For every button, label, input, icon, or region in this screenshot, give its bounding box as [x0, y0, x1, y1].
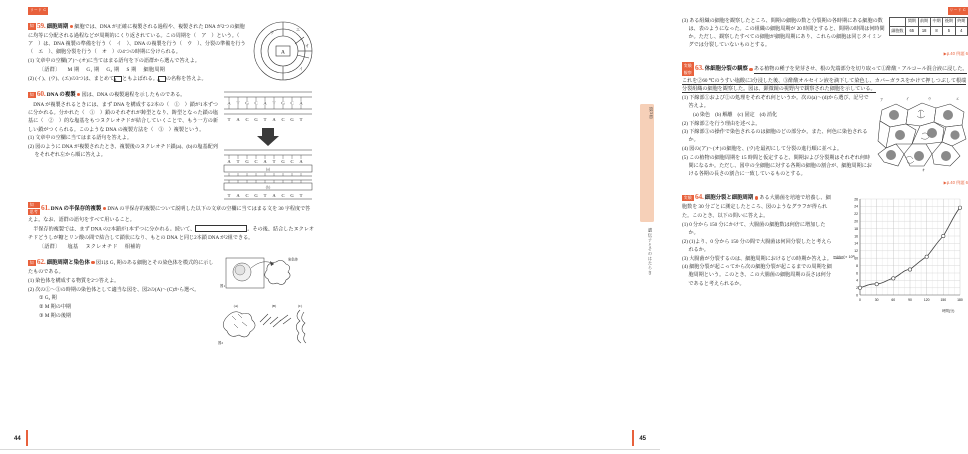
- q60-title: DNA の複製: [46, 91, 76, 98]
- bullet-dot-icon: [91, 261, 94, 264]
- level-badge-row: [28, 6, 314, 15]
- svg-text:オ: オ: [305, 42, 309, 48]
- svg-text:150: 150: [940, 298, 947, 303]
- q62-item-2: ③ M 期の後期: [39, 312, 72, 319]
- svg-text:90: 90: [908, 298, 912, 303]
- q63-sub-1: (1) 下線部①および②の処理をそれぞれ何というか。次の(a)～(d)から選び、記号で答えよ。: [682, 95, 869, 110]
- q63-choice-3: (d) 消化: [759, 111, 778, 118]
- svg-text:ウ: ウ: [270, 29, 274, 35]
- q64-sub-3: (3) 大腸菌が分裂するのは、細胞周期におけるどの時期か答えよ。: [682, 255, 832, 262]
- q60-sub-1: (1) 文章中の空欄に当てはまる語句を答えよ。: [28, 135, 132, 142]
- q59-wordbank-4: 細胞周期: [143, 66, 166, 73]
- q59-reference[interactable]: ▶p.40 例題 6: [943, 50, 968, 56]
- svg-text:16: 16: [854, 234, 858, 239]
- cell-cycle-ring-diagram: [252, 20, 314, 82]
- table-header-5: 終期: [955, 17, 967, 26]
- q62-item-0: ① G₂ 期: [39, 295, 57, 302]
- q64-title: 細胞分裂と細胞周期: [704, 195, 754, 202]
- svg-text:C: C: [290, 158, 294, 164]
- q62-body: 図1は G₁ 期のある細胞とその染色体を模式的に示したものである。: [28, 259, 214, 275]
- svg-text:エ: エ: [956, 97, 960, 102]
- q62-number: 62.: [36, 256, 46, 266]
- svg-text:細胞数(×10⁶): 細胞数(×10⁶): [832, 255, 856, 260]
- svg-text:12: 12: [854, 249, 858, 254]
- q61-title: DNA の半保存的複製: [50, 205, 102, 212]
- question-59: [28, 20, 314, 83]
- svg-text:180: 180: [957, 298, 963, 303]
- table-header-2: 前期: [918, 17, 930, 26]
- q63-title: 体細胞分裂の観察: [704, 66, 748, 73]
- q63-sub-3: (3) 下線部③の操作で染色されるのは細胞のどの部分か。また、何色に染色されるか。: [682, 129, 868, 144]
- svg-text:イ: イ: [906, 97, 910, 102]
- q64-number: 64.: [694, 192, 704, 202]
- q61-wordbank: [28, 243, 314, 251]
- svg-text:T: T: [299, 116, 303, 122]
- q60-body-1: 図は、DNA の複製過程を示したものである。: [81, 91, 186, 98]
- table-cell-1: 18: [918, 26, 930, 35]
- q63-tag-chip-2: 観察: [683, 69, 692, 75]
- root-tip-cells-diagram: [876, 94, 968, 172]
- page-number-left: 44: [14, 436, 21, 442]
- q61-body: DNA の半保存的複製について説明した以下の文章の空欄に当てはまる文を 30 字程度で答えよ。なお、語群の語句をすべて用いること。: [28, 205, 311, 224]
- bacteria-growth-chart: [832, 191, 968, 319]
- svg-text:2: 2: [856, 286, 858, 291]
- svg-text:T: T: [236, 158, 240, 164]
- svg-text:4: 4: [856, 279, 858, 284]
- svg-text:(A): (A): [233, 303, 239, 308]
- svg-text:G: G: [245, 100, 249, 106]
- dna-replication-diagram: [222, 88, 314, 200]
- q63-tag-chip: 実験: [683, 62, 692, 68]
- q59-wordbank-label: 〔語群〕: [39, 66, 61, 73]
- svg-text:C: C: [254, 100, 258, 106]
- left-page: [0, 0, 330, 454]
- q63-choice-1: (b) 解離: [715, 111, 733, 118]
- q63-sub-2: (2) 下線部②を行う理由を述べよ。: [682, 120, 761, 127]
- q59-title: 細胞周期: [46, 23, 69, 30]
- q59-body: 細胞では、DNA が正確に複製される過程や、複製された DNA が2つの細胞に均等に分配される過程などが周期的にくり返されている。この周期を（ ア ）という。（ ア ）は、DNA 複製の準備を行う（ イ ）、DNA の複製を行う（ ウ ）、分裂の準備を行う（ エ ）、細胞分裂を行う（ オ ）の4つの時期に分けられる。: [28, 23, 246, 56]
- svg-text:イ: イ: [299, 65, 303, 71]
- svg-text:A: A: [236, 192, 240, 198]
- level-badge-row-right: [682, 6, 968, 15]
- q59-wordbank-0: M 期: [67, 66, 80, 73]
- left-column: [28, 6, 314, 414]
- q63-choice-2: (c) 固定: [737, 111, 755, 118]
- svg-text:A: A: [227, 158, 231, 164]
- bottom-rule-right: [330, 449, 660, 450]
- q60-tag-chip: 知: [29, 91, 34, 97]
- svg-text:A: A: [299, 100, 303, 106]
- svg-text:T: T: [299, 192, 303, 198]
- table-cell-2: 8: [930, 26, 942, 35]
- svg-text:(B): (B): [271, 303, 277, 308]
- q64-sub-2: (2) (1)より、0 分から 150 分の間で大腸菌は何回分裂したと考えられるか。: [682, 238, 832, 253]
- svg-text:T: T: [227, 116, 231, 122]
- q64-sub-4: (4) 細胞分裂が起こってから次の細胞分裂が起こるまでの周期を細胞周期という。このとき、この大腸菌の細胞周期の長さは何分であると考えられるか。: [682, 264, 832, 287]
- right-column: [682, 6, 968, 414]
- question-64: [682, 191, 968, 314]
- page-number-rule-left: [26, 430, 28, 446]
- svg-text:C: C: [290, 100, 294, 106]
- table-cell-3: 5: [943, 26, 955, 35]
- bullet-dot-icon: [70, 25, 73, 28]
- svg-text:G: G: [245, 158, 249, 164]
- q61-tag-chip-2: 思考: [29, 209, 38, 215]
- q63-tag-chips: [682, 62, 694, 76]
- question-60: [28, 88, 314, 198]
- q63-body: ある植物の種子を発芽させ、根の先端部分を切り取って①酢酸・アルコール混合液に浸した。これを②60 ℃のうすい塩酸に3分浸した後、③酢酸オルセイン液を滴下して染色し、カバーガラスをかけて押しつぶして根端分裂組織の細胞を観察した。図は、顕微鏡の視野内で観察された細胞を示している。: [682, 66, 968, 92]
- svg-text:A: A: [227, 100, 231, 106]
- question-62: [28, 256, 314, 345]
- svg-text:22: 22: [854, 212, 858, 217]
- svg-text:T: T: [236, 100, 240, 106]
- q61-wordbank-0: 塩基: [67, 243, 79, 250]
- question-61-header: [28, 202, 314, 224]
- chromosome-figures-group: [218, 256, 314, 348]
- chapter-side-tab-label: 第3章: [649, 107, 654, 120]
- svg-text:図1: 図1: [220, 283, 226, 288]
- svg-text:18: 18: [854, 227, 858, 232]
- q63-reference[interactable]: ▶p.40 例題 6: [943, 179, 968, 185]
- level-badge: リード C: [28, 7, 48, 14]
- svg-text:C: C: [281, 192, 285, 198]
- q64-body: ある大腸菌を培地で培養し、細胞数を 30 分ごとに測定したところ、図のようなグラフが得られた。このとき、以下の問いに答えよ。: [682, 195, 831, 219]
- svg-text:26: 26: [854, 197, 858, 202]
- q60-body-2: DNA が複製されるときには、まず DNA を構成する2本の（ ① ）鎖が1本ずつに分かれる。分かれた（ ① ）鎖のそれぞれが鋳型となり、鋳型となった鎖の塩基に（ ② ）的な塩基をもつヌクレオチドが結合していくことで、もう一方の新しい鎖がつくられる。このような DNA の複製方法を（ ③ ）複製という。: [28, 101, 218, 133]
- cell-phase-count-table: [889, 17, 968, 36]
- q63-sub-4: (4) 図の(ア)～(オ)の細胞を、(ウ)を最初にして分裂の進行順に並べよ。: [682, 146, 843, 153]
- q62-sub-2: (2) 次の①～③の時期の染色体として適当な図を、図2の(A)～(C)から選べ。: [28, 286, 200, 293]
- q59-sub2-text-mid: ともよばれる。: [122, 75, 158, 82]
- q59-wordbank-2: G₂ 期: [106, 66, 120, 73]
- q59-sub-1: (1) 文章中の空欄(ア)～(オ)に当てはまる語句を下の語群から選んで答えよ。: [28, 58, 200, 65]
- q63-choice-0: (a) 染色: [693, 111, 711, 118]
- svg-text:T: T: [272, 100, 276, 106]
- q61-wordbank-2: 相補的: [124, 243, 141, 250]
- q61-wordbank-1: ヌクレオチド: [85, 243, 118, 250]
- svg-text:時間(分): 時間(分): [942, 309, 955, 314]
- bullet-dot-icon: [103, 207, 106, 210]
- chapter-side-tab[interactable]: [640, 104, 654, 222]
- table-row-label: 細胞数: [889, 26, 905, 35]
- svg-text:(b): (b): [265, 185, 271, 190]
- q59-number: 59.: [36, 20, 46, 30]
- q62-title: 細胞周期と染色体: [46, 259, 90, 266]
- page-number-right: 45: [639, 436, 646, 442]
- q59-blank-a2[interactable]: A: [158, 76, 166, 82]
- svg-text:T: T: [272, 158, 276, 164]
- svg-text:A: A: [272, 192, 276, 198]
- svg-text:0: 0: [856, 293, 858, 298]
- q62-sub-1: (1) 染色体を構成する物質を2つ答えよ。: [28, 278, 120, 285]
- q59-sub-3: (3) ある組織の細胞を観察したところ、間期の細胞の数と分裂期の各時期にある細胞の数は、表のようになった。この組織の細胞周期が 20 時間とすると、間期の時間は何時間か。ただし、観察したすべての細胞が細胞周期にあり、これらの細胞は同じタイミングでは分裂していないものとする。: [682, 17, 885, 49]
- q60-sub-2: (2) 図のように DNA が複製されたとき、複製後のヌクレオチド鎖(a)、(b)の塩基配列をそれぞれ左から順に答えよ。: [28, 143, 218, 159]
- svg-text:図2: 図2: [218, 340, 224, 345]
- bottom-rule-left: [0, 449, 330, 450]
- svg-text:C: C: [254, 158, 258, 164]
- svg-text:G: G: [281, 158, 285, 164]
- svg-text:A: A: [299, 158, 303, 164]
- svg-text:8: 8: [856, 264, 858, 269]
- q61-answer-blank[interactable]: [195, 225, 247, 232]
- question-61: [28, 202, 314, 251]
- svg-text:10: 10: [854, 256, 858, 261]
- svg-text:A: A: [263, 100, 267, 106]
- question-59-part3: [682, 17, 968, 58]
- svg-text:G: G: [254, 116, 258, 122]
- svg-text:ウ: ウ: [928, 97, 932, 102]
- table-header-4: 後期: [943, 17, 955, 26]
- q64-sub-1: (1) 0 分から 150 分にかけて、大腸菌の細胞数は何倍に増加したか。: [682, 221, 826, 237]
- svg-text:A: A: [263, 158, 267, 164]
- table-row: [889, 17, 967, 26]
- svg-text:24: 24: [854, 205, 858, 210]
- svg-text:30: 30: [874, 298, 879, 303]
- svg-text:G: G: [281, 100, 285, 106]
- svg-text:14: 14: [854, 242, 858, 247]
- svg-text:C: C: [281, 116, 285, 122]
- svg-text:120: 120: [923, 298, 930, 303]
- svg-text:20: 20: [854, 219, 858, 224]
- q61-wordbank-label: 〔語群〕: [39, 243, 61, 250]
- table-cell-4: 4: [955, 26, 967, 35]
- right-page: [330, 0, 968, 454]
- q62-tag-chip: 知: [29, 259, 34, 265]
- bullet-dot-icon: [77, 93, 80, 96]
- q61-number: 61.: [40, 202, 50, 212]
- q64-tag-chip: 実験: [683, 195, 692, 201]
- svg-text:6: 6: [856, 271, 858, 276]
- q63-sub-5: (5) この植物の細胞周期を 15 時間と仮定すると、間期および分裂期はそれぞれ何時間になるか。ただし、図中の全細胞に対する各期の細胞の割合が、細胞周期における各期の長さの割合に一致しているものとする。: [682, 154, 872, 178]
- level-badge-right: リード C: [948, 7, 968, 14]
- q61-tag-chip: 知: [28, 202, 40, 208]
- svg-text:A: A: [236, 116, 240, 122]
- q60-number: 60.: [36, 88, 46, 98]
- svg-text:T: T: [227, 192, 231, 198]
- svg-text:G: G: [290, 192, 294, 198]
- q59-blank-a1[interactable]: A: [114, 76, 122, 82]
- svg-text:A: A: [272, 116, 276, 122]
- table-header-1: 間期: [906, 17, 918, 26]
- svg-text:C: C: [245, 192, 249, 198]
- svg-text:ア: ア: [880, 98, 884, 103]
- q59-wordbank-3: S 期: [126, 66, 137, 73]
- chapter-side-tab-sublabel: 遺伝子とそのはたらき: [648, 228, 653, 275]
- bullet-dot-icon: [755, 196, 758, 199]
- question-63-header: [682, 62, 968, 93]
- svg-text:エ: エ: [296, 26, 300, 32]
- table-header-0: [889, 17, 905, 26]
- cell-phase-count-table-wrap: [889, 17, 968, 36]
- svg-text:60: 60: [891, 298, 896, 303]
- svg-text:T: T: [263, 192, 267, 198]
- svg-text:G: G: [254, 192, 258, 198]
- q61-passage-1: 半保存的複製では、まず DNA の2本鎖が1本ずつに分かれる。続いて、: [33, 226, 196, 233]
- svg-text:オ: オ: [922, 168, 926, 173]
- svg-text:0: 0: [859, 298, 861, 303]
- page-number-rule-right: [632, 430, 634, 446]
- bullet-dot-icon: [749, 68, 752, 71]
- table-row: [889, 26, 967, 35]
- svg-text:C: C: [245, 116, 249, 122]
- q62-item-1: ② M 期の中期: [39, 304, 72, 311]
- q61-passage-2: 。その後、結合したヌクレオチドどうしが糖とリン酸の間で結合して鎖状になり、もとの DNA と同じ2本鎖 DNA が2組できる。: [28, 226, 314, 242]
- q59-sub2-text-pre: (2) (イ)、(ウ)、(エ)の3つは、まとめて: [28, 75, 115, 82]
- svg-text:(a): (a): [265, 167, 271, 172]
- table-header-3: 中期: [930, 17, 942, 26]
- q61-tag-chips: [28, 202, 40, 216]
- q59-wordbank-1: G₁ 期: [86, 66, 100, 73]
- q59-sub2-text-post: の名称を答えよ。: [165, 75, 207, 82]
- q61-passage: [28, 225, 314, 242]
- svg-text:(C): (C): [297, 303, 303, 308]
- q63-number: 63.: [694, 63, 704, 73]
- svg-text:A: A: [281, 49, 285, 56]
- svg-text:G: G: [290, 116, 294, 122]
- svg-text:染色体: 染色体: [288, 257, 299, 262]
- question-63: [682, 62, 968, 186]
- q59-tag-chip: 知: [29, 23, 34, 29]
- table-cell-0: 65: [906, 26, 918, 35]
- svg-text:T: T: [263, 116, 267, 122]
